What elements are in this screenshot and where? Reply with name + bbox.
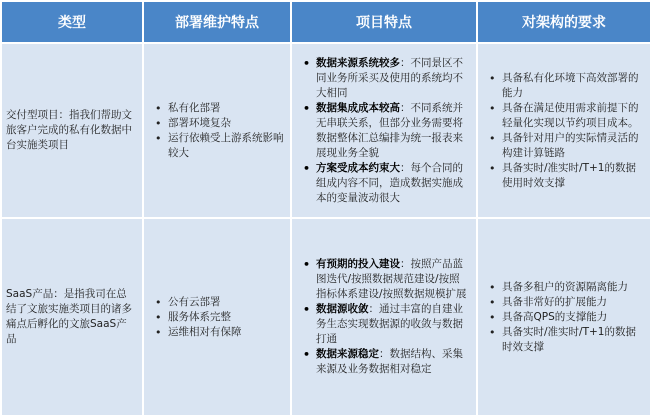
project-cell-saas [291, 218, 477, 416]
header-type: 类型 [1, 1, 143, 43]
project-item-text: ：按照产品蓝图迭代/按照数据规范建设/按照指标体系建设/按照数据规模扩展 [316, 258, 467, 300]
type-cell-saas: SaaS产品：是指我司在总结了文旅实施类项目的诸多痛点后孵化的文旅SaaS产品 [1, 218, 143, 416]
requirement-item: • 具备实时/准实时/T+1的数据时效支撑 [502, 325, 644, 355]
project-cell-delivery [291, 43, 477, 218]
project-item [316, 101, 470, 161]
header-deploy: 部署维护特点 [143, 1, 291, 43]
requirements-cell-saas [477, 218, 650, 416]
deploy-item: • 运维相对有保障 [168, 325, 284, 340]
requirement-item: • 具备私有化环境下高效部署的能力 [502, 71, 644, 101]
project-item-text: ：不同景区不同业务所采买及使用的系统均不大相同 [316, 56, 463, 99]
project-item-key: 数据源收敛 [316, 303, 369, 315]
project-item [316, 257, 470, 302]
header-project: 项目特点 [291, 1, 477, 43]
deploy-item: • 服务体系完整 [168, 310, 284, 325]
deploy-cell-delivery [143, 43, 291, 218]
project-item-key: 数据来源稳定 [316, 348, 379, 360]
project-item-key: 数据集成成本较高 [316, 101, 400, 114]
project-item-text: ：通过丰富的自建业务生态实现数据源的收敛与数据打通 [316, 303, 463, 345]
requirement-item: • 具备针对用户的实际情灵活的构建计算链路 [502, 131, 644, 161]
table-row-delivery [1, 43, 650, 218]
requirements-cell-delivery [477, 43, 650, 218]
project-item-key: 数据来源系统较多 [316, 56, 400, 69]
table-row-saas [1, 218, 650, 416]
header-row [1, 1, 650, 43]
project-item [316, 347, 470, 377]
type-cell-delivery: 交付型项目：指我们帮助文旅客户完成的私有化数据中台实施类项目 [1, 43, 143, 218]
requirement-item: • 具备非常好的扩展能力 [502, 295, 644, 310]
requirement-item: • 具备多租户的资源隔离能力 [502, 280, 644, 295]
deploy-item: • 公有云部署 [168, 295, 284, 310]
requirement-item: • 具备实时/准实时/T+1的数据使用时效支撑 [502, 161, 644, 191]
header-requirements: 对架构的要求 [477, 1, 650, 43]
requirement-item: • 具备在满足使用需求前提下的轻量化实现以节约项目成本。 [502, 101, 644, 131]
requirement-item: • 具备高QPS的支撑能力 [502, 310, 644, 325]
deploy-item: • 运行依赖受上游系统影响较大 [168, 131, 284, 161]
project-item-key: 方案受成本约束大 [316, 161, 400, 174]
deploy-item: • 部署环境复杂 [168, 116, 284, 131]
project-item-text: ：数据结构、采集来源及业务数据相对稳定 [316, 348, 463, 375]
project-item-key: 有预期的投入建设 [316, 258, 400, 270]
project-item [316, 161, 470, 206]
deploy-item: • 私有化部署 [168, 101, 284, 116]
project-item-text: ：每个合同的组成内容不同，造成数据实施成本的变量波动很大 [316, 161, 463, 204]
project-item [316, 302, 470, 347]
project-item [316, 56, 470, 101]
deploy-cell-saas [143, 218, 291, 416]
project-item-text: ：不同系统并无串联关系，但部分业务需要将数据整体汇总编排为统一报表来展现业务全貌 [316, 101, 463, 159]
